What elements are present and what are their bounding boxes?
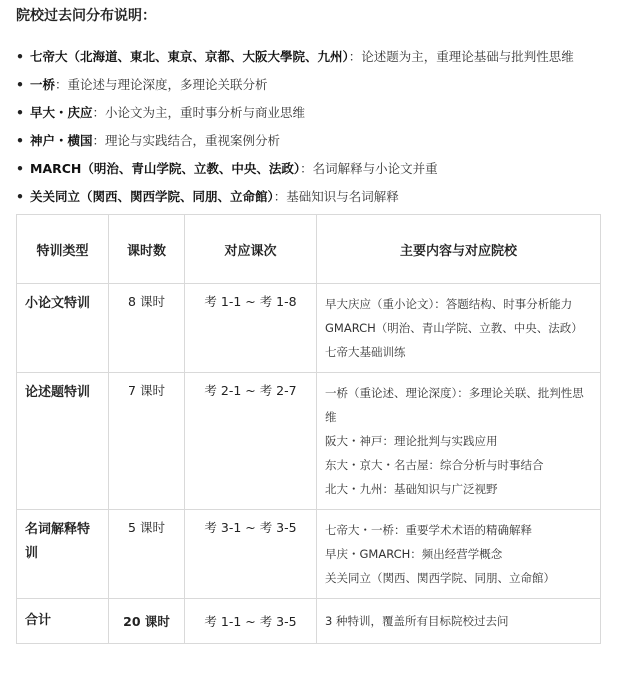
cell-lessons: 考 2-1 ~ 考 2-7: [185, 373, 317, 510]
cell-hours: 5 课时: [109, 510, 185, 599]
school-desc: ：名词解释与小论文并重: [300, 161, 438, 176]
cell-lessons: 考 1-1 ~ 考 3-5: [185, 599, 317, 644]
bullet-dot: •: [16, 133, 24, 148]
training-table: [16, 214, 601, 644]
cell-type: 合计: [17, 599, 109, 644]
school-name: 神户・横国: [30, 133, 93, 148]
list-item: [16, 102, 603, 124]
school-desc: ：重论述与理论深度，多理论关联分析: [55, 77, 268, 92]
bullet-dot: •: [16, 77, 24, 92]
cell-type: 小论文特训: [17, 284, 109, 373]
content-line: 一桥（重论述、理论深度）：多理论关联、批判性思维: [325, 386, 584, 424]
content-line: 3 种特训，覆盖所有目标院校过去问: [325, 614, 509, 628]
cell-hours: 20 课时: [109, 599, 185, 644]
cell-lessons: 考 3-1 ~ 考 3-5: [185, 510, 317, 599]
school-name: 关关同立（関西、関西学院、同朋、立命館）: [30, 189, 274, 204]
cell-content: [317, 284, 601, 373]
cell-type: 论述题特训: [17, 373, 109, 510]
school-desc: ：基础知识与名词解释: [273, 189, 399, 204]
cell-hours: 8 课时: [109, 284, 185, 373]
school-name: 一桥: [30, 77, 56, 92]
school-desc: ：论述题为主，重理论基础与批判性思维: [348, 49, 574, 64]
school-name: 七帝大（北海道、東北、東京、京都、大阪大學院、九州）: [30, 49, 349, 64]
list-item: [16, 158, 603, 180]
header-lessons: 对应课次: [185, 215, 317, 284]
bullet-dot: •: [16, 161, 24, 176]
list-item: [16, 186, 603, 208]
content-line: 早大庆应（重小论文）：答题结构、时事分析能力: [325, 297, 573, 311]
content-line: 阪大・神戸：理论批判与实践应用: [325, 434, 498, 448]
content-line: 七帝大・一桥：重要学术术语的精确解释: [325, 523, 532, 537]
header-hours: 课时数: [109, 215, 185, 284]
table-header-row: [17, 215, 601, 284]
cell-lessons: 考 1-1 ~ 考 1-8: [185, 284, 317, 373]
content-line: 北大・九州：基础知识与广泛视野: [325, 482, 498, 496]
cell-content: [317, 373, 601, 510]
content-line: GMARCH（明治、青山学院、立教、中央、法政）: [325, 321, 583, 335]
school-list: [16, 46, 603, 208]
school-desc: ：小论文为主，重时事分析与商业思维: [92, 105, 306, 120]
content-line: 东大・京大・名古屋：综合分析与时事结合: [325, 458, 544, 472]
table-row-total: [17, 599, 601, 644]
header-type: 特训类型: [17, 215, 109, 284]
list-item: [16, 130, 603, 152]
table-row: [17, 373, 601, 510]
school-name: MARCH（明治、青山学院、立教、中央、法政）: [30, 161, 301, 176]
cell-type: 名词解释特训: [17, 510, 109, 599]
school-desc: ：理论与实践结合，重视案例分析: [92, 133, 281, 148]
table-row: [17, 510, 601, 599]
header-content: 主要内容与对应院校: [317, 215, 601, 284]
content-line: 关关同立（関西、関西学院、同朋、立命館）: [325, 571, 555, 585]
cell-hours: 7 课时: [109, 373, 185, 510]
cell-content: [317, 510, 601, 599]
cell-content: [317, 599, 601, 644]
bullet-dot: •: [16, 49, 24, 64]
school-name: 早大・庆应: [30, 105, 93, 120]
content-line: 七帝大基础训练: [325, 345, 406, 359]
bullet-dot: •: [16, 105, 24, 120]
list-item: [16, 74, 603, 96]
page-title: 院校过去问分布说明：: [16, 8, 156, 24]
list-item: [16, 46, 603, 68]
content-line: 早庆・GMARCH：频出经营学概念: [325, 547, 503, 561]
table-row: [17, 284, 601, 373]
bullet-dot: •: [16, 189, 24, 204]
